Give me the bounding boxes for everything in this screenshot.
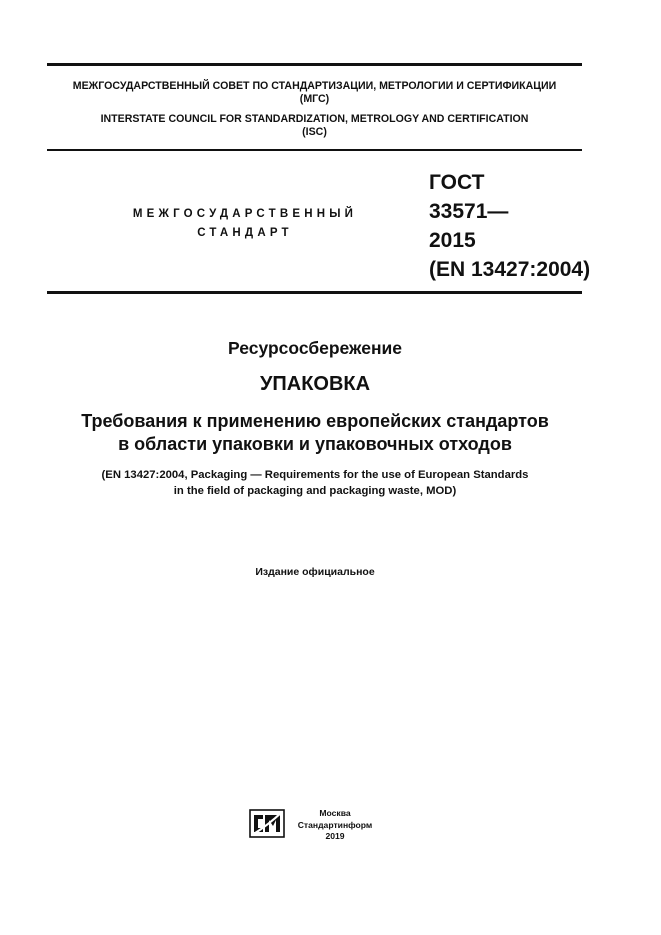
designation-line4: (EN 13427:2004) bbox=[429, 258, 591, 281]
subtitle-line1: Требования к применению европейских стандартов bbox=[81, 411, 549, 431]
publisher-year: 2019 bbox=[325, 831, 345, 841]
council-ru-name: МЕЖГОСУДАРСТВЕННЫЙ СОВЕТ ПО СТАНДАРТИЗАЦИИ, МЕТРОЛОГИИ И СЕРТИФИКАЦИИ bbox=[72, 80, 557, 92]
document-subtitle bbox=[20, 410, 610, 456]
council-en-abbr: (ISC) bbox=[302, 126, 327, 138]
council-ru-abbr: (МГС) bbox=[299, 93, 330, 105]
designation-line3: 2015 bbox=[429, 229, 476, 252]
council-en bbox=[47, 113, 582, 139]
document-title: УПАКОВКА bbox=[259, 373, 371, 395]
header-rule bbox=[47, 149, 582, 151]
council-en-name: INTERSTATE COUNCIL FOR STANDARDIZATION, METROLOGY AND CERTIFICATION bbox=[100, 113, 529, 125]
designation-line1: ГОСТ bbox=[429, 171, 485, 194]
standartinform-logo-icon bbox=[249, 809, 285, 838]
standard-type-line1: МЕЖГОСУДАРСТВЕННЫЙ bbox=[132, 208, 358, 220]
council-ru bbox=[47, 80, 582, 106]
publisher-name: Стандартинформ bbox=[297, 819, 373, 830]
edition-note: Издание официальное bbox=[255, 566, 375, 578]
standard-type bbox=[100, 205, 390, 243]
publisher-block bbox=[292, 808, 378, 843]
top-rule bbox=[47, 63, 582, 66]
original-line2: in the field of packaging and packaging waste, MOD) bbox=[173, 485, 457, 497]
standard-type-line2: СТАНДАРТ bbox=[197, 227, 293, 239]
standard-designation bbox=[429, 168, 590, 284]
designation-rule bbox=[47, 291, 582, 294]
subject-heading: Ресурсосбережение bbox=[227, 338, 403, 358]
subtitle-line2: в области упаковки и упаковочных отходов bbox=[118, 434, 512, 454]
publisher-city: Москва bbox=[319, 808, 351, 818]
original-standard-reference bbox=[20, 467, 610, 499]
original-line1: (EN 13427:2004, Packaging — Requirements for the use of European Standards bbox=[101, 469, 529, 481]
designation-line2: 33571— bbox=[429, 200, 509, 223]
